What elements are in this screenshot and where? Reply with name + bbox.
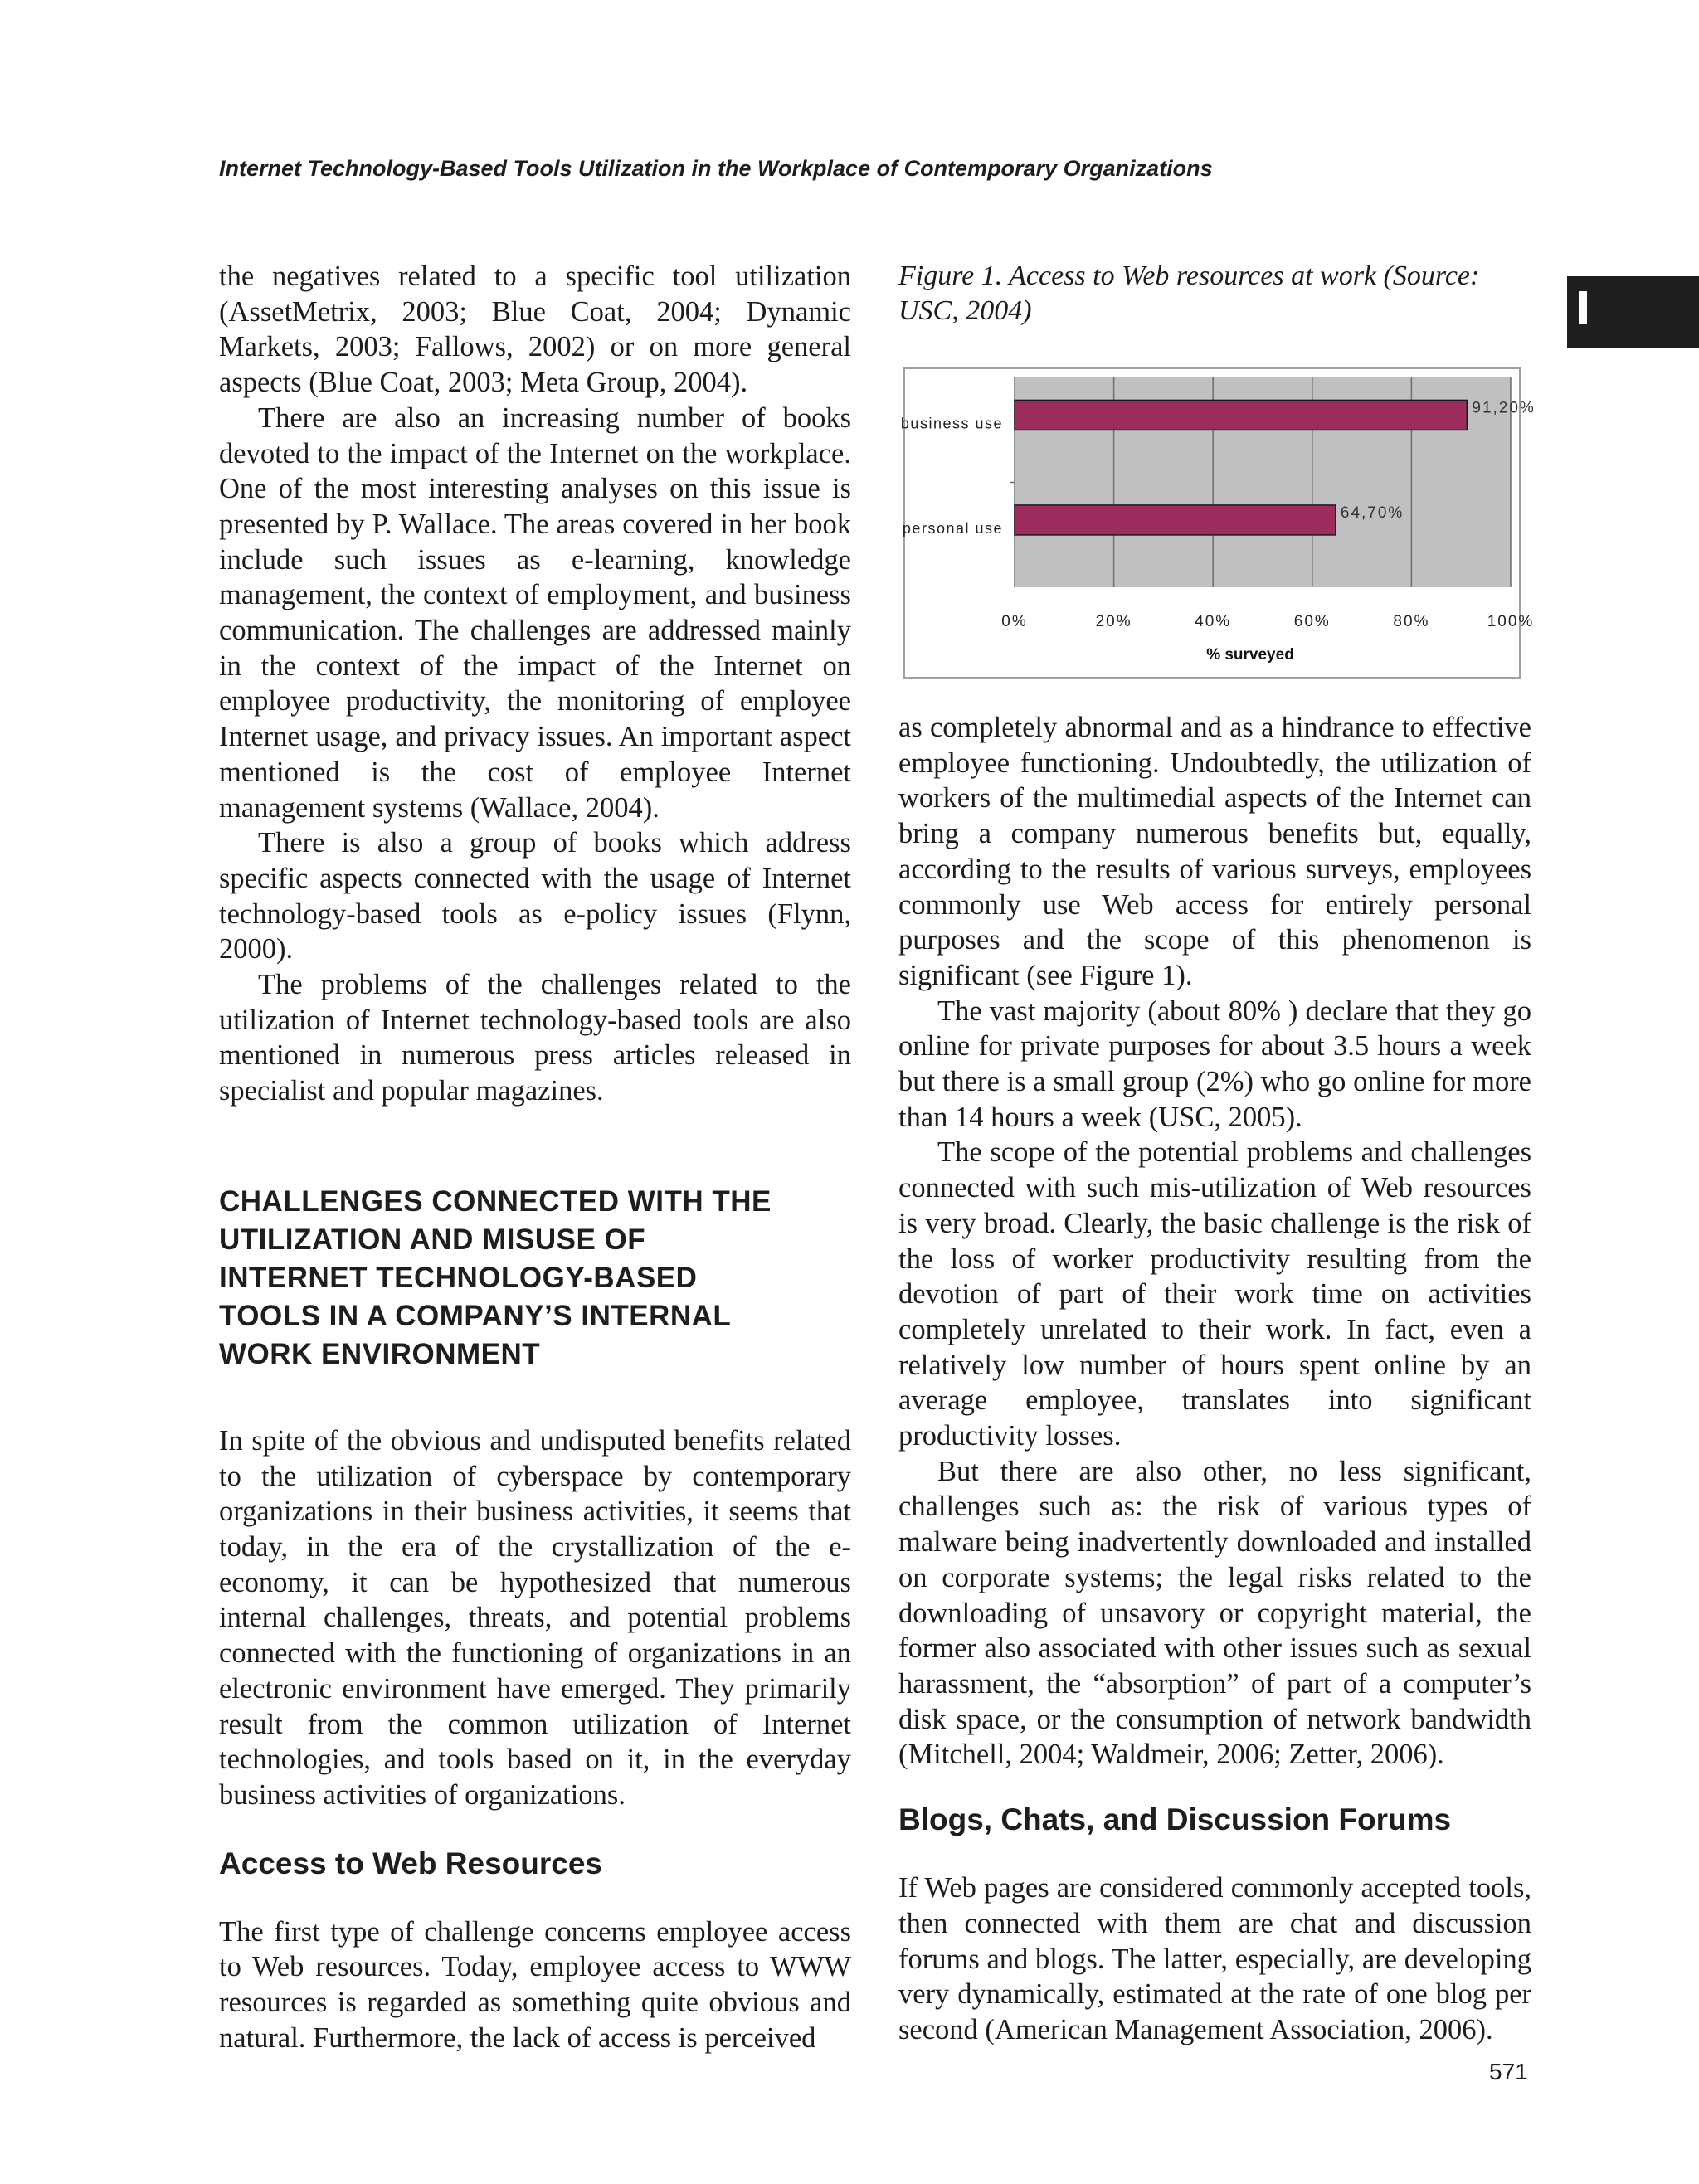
figure-1-bar-chart <box>900 368 1536 678</box>
bar <box>1015 400 1467 430</box>
x-tick-label: 80% <box>1393 613 1430 630</box>
paragraph: the negatives related to a specific tool utilization (AssetMetrix, 2003; Blue Coat, 2004; Dynamic Markets, 2003; Fallows, 2002) or on more general aspects (Blue Coat, 2003; Meta Group, 2004). <box>219 260 851 399</box>
thumb-index-tab <box>1567 276 1699 348</box>
bar <box>1015 505 1336 535</box>
x-tick-label: 40% <box>1195 613 1232 630</box>
paragraph: The first type of challenge concerns employee access to Web resources. Today, employee access to WWW resources is regarded as something quite obvious and natural. Furthermore, the lack of access is perceived <box>219 1915 851 2054</box>
x-tick-label: 60% <box>1293 613 1331 630</box>
paragraph: The vast majority (about 80% ) declare that they go online for private purposes for about 3.5 hours a week but there is a small group (2%) who go online for more than 14 hours a week (USC, 2005). <box>898 995 1531 1133</box>
paragraph: as completely abnormal and as a hindrance to effective employee functioning. Undoubtedly, the utilization of workers of the multimedial aspects of the Internet can bring a company numerous benefits but, equally, according to the results of various surveys, employees commonly use Web access for entirely personal purposes and the scope of this phenomenon is significant (see Figure 1). <box>898 712 1531 991</box>
category-label: personal use <box>902 519 1003 537</box>
paragraph: There is also a group of books which address specific aspects connected with the usage of Internet technology-based tools as e-policy issues (Flynn, 2000). <box>219 827 851 966</box>
paragraph: In spite of the obvious and undisputed benefits related to the utilization of cyberspace by contemporary organizations in their business activities, it seems that today, in the era of the crystallization of the e-economy, it can be hypothesized that numerous internal challenges, threats, and potential problems connected with the functioning of organizations in an electronic environment have emerged. They primarily result from the common utilization of Internet technologies, and tools based on it, in the everyday business activities of organizations. <box>219 1424 851 1811</box>
x-axis-title: % surveyed <box>1206 646 1294 664</box>
right-column <box>898 710 1531 2048</box>
paragraph: The problems of the challenges related to the utilization of Internet technology-based tools are also mentioned in numerous press articles released in specialist and popular magazines. <box>219 969 851 1107</box>
x-tick-label: 20% <box>1095 613 1132 630</box>
thumb-index-mark <box>1579 291 1587 324</box>
paragraph: There are also an increasing number of books devoted to the impact of the Internet on the workplace. One of the most interesting analyses on this issue is presented by P. Wallace. The areas covered in her book include such issues as e-learning, knowledge management, the context of employment, and business communication. The challenges are addressed mainly in the context of the impact of the Internet on employee productivity, the monitoring of employee Internet usage, and privacy issues. An important aspect mentioned is the cost of employee Internet management systems (Wallace, 2004). <box>219 401 851 824</box>
running-header: Internet Technology-Based Tools Utilization in the Workplace of Contemporary Organizations <box>219 156 1213 181</box>
bar-value-label: 64,70% <box>1340 503 1404 522</box>
left-column <box>219 259 851 2055</box>
subsection-heading: Blogs, Chats, and Discussion Forums <box>898 1802 1452 1837</box>
subsection-heading: Access to Web Resources <box>219 1846 603 1880</box>
paragraph: If Web pages are considered commonly accepted tools, then connected with them are chat and discussion forums and blogs. The latter, especially, are developing very dynamically, estimated at the rate of one blog per second (American Management Association, 2006). <box>898 1872 1531 2045</box>
section-heading: CHALLENGES CONNECTED WITH THE UTILIZATION AND MISUSE OF INTERNET TECHNOLOGY-BASED TOOLS IN A COMPANY’S INTERNAL WORK ENVIRONMENT <box>219 1184 772 1370</box>
category-label: business use <box>900 415 1003 432</box>
paragraph: The scope of the potential problems and challenges connected with such mis-utilization of Web resources is very broad. Clearly, the basic challenge is the risk of the loss of worker productivity resulting from the devotion of part of their work time on activities completely unrelated to their work. In fact, even a relatively low number of hours spent online by an average employee, translates into significant productivity losses. <box>898 1136 1531 1452</box>
bar-value-label: 91,20% <box>1472 399 1536 417</box>
x-tick-label: 100% <box>1487 613 1535 630</box>
paragraph: But there are also other, no less significant, challenges such as: the risk of various types of malware being inadvertently downloaded and installed on corporate systems; the legal risks related to the downloading of unsavory or copyright material, the former also associated with other issues such as sexual harassment, the “absorption” of part of a computer’s disk space, or the consumption of network bandwidth (Mitchell, 2004; Waldmeir, 2006; Zetter, 2006). <box>898 1455 1531 1771</box>
x-tick-label: 0% <box>1001 613 1028 630</box>
figure-caption: Figure 1. Access to Web resources at work (Source: USC, 2004) <box>898 260 1480 326</box>
page-number: 571 <box>1489 2059 1528 2084</box>
